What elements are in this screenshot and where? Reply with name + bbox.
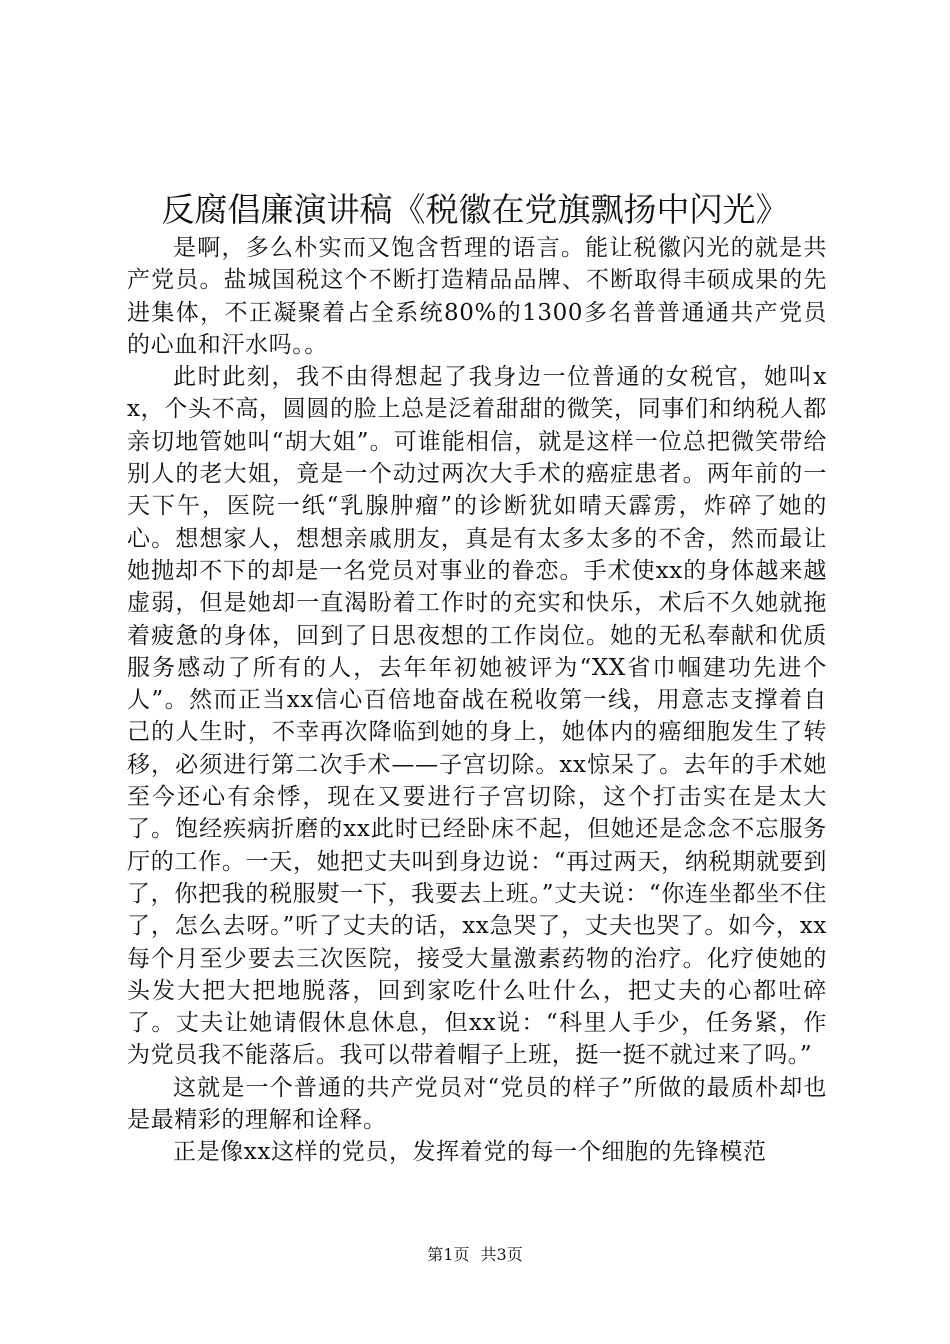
paragraph-3: 这就是一个普通的共产党员对“党员的样子”所做的最质朴却也是最精彩的理解和诠释。 <box>127 1074 827 1134</box>
page-number: 第1页 <box>427 1245 470 1264</box>
paragraph-4: 正是像xx这样的党员，发挥着党的每一个细胞的先锋模范 <box>173 1139 767 1166</box>
document-body <box>127 232 827 1169</box>
paragraph-1: 是啊，多么朴实而又饱含哲理的语言。能让税徽闪光的就是共产党员。盐城国税这个不断打造精品品牌、不断取得丰硕成果的先进集体，不正凝聚着占全系统80%的1300多名普普通通共产党员的心血和汗水吗。。 <box>127 235 827 358</box>
paragraph-2: 此时此刻，我不由得想起了我身边一位普通的女税官，她叫xx，个头不高，圆圆的脸上总是泛着甜甜的微笑，同事们和纳税人都亲切地管她叫“胡大姐”。可谁能相信，就是这样一位总把微笑带给别人的老大姐，竟是一个动过两次大手术的癌症患者。两年前的一天下午，医院一纸“乳腺肿瘤”的诊断犹如晴天霹雳，炸碎了她的心。想想家人，想想亲戚朋友，真是有太多太多的不舍，然而最让她抛却不下的却是一名党员对事业的眷恋。手术使xx的身体越来越虚弱，但是她却一直渴盼着工作时的充实和快乐，术后不久她就拖着疲惫的身体，回到了日思夜想的工作岗位。她的无私奉献和优质服务感动了所有的人，去年年初她被评为“XX省巾帼建功先进个人”。然而正当xx信心百倍地奋战在税收第一线，用意志支撑着自己的人生时，不幸再次降临到她的身上，她体内的癌细胞发生了转移，必须进行第二次手术——子宫切除。xx惊呆了。去年的手术她至今还心有余悸，现在又要进行子宫切除，这个打击实在是太大了。饱经疾病折磨的xx此时已经卧床不起，但她还是念念不忘服务厅的工作。一天，她把丈夫叫到身边说：“再过两天，纳税期就要到了，你把我的税服熨一下，我要去上班。”丈夫说：“你连坐都坐不住了，怎么去呀。”听了丈夫的话，xx急哭了，丈夫也哭了。如今，xx每个月至少要去三次医院，接受大量激素药物的治疗。化疗使她的头发大把大把地脱落，回到家吃什么吐什么，把丈夫的心都吐碎了。丈夫让她请假休息休息，但xx说：“科里人手少，任务紧，作为党员我不能落后。我可以带着帽子上班，挺一挺不就过来了吗。” <box>127 364 827 1069</box>
page-total: 共3页 <box>480 1245 523 1264</box>
page-footer <box>0 1244 950 1266</box>
document-title: 反腐倡廉演讲稿《税徽在党旗飘扬中闪光》 <box>161 190 789 229</box>
